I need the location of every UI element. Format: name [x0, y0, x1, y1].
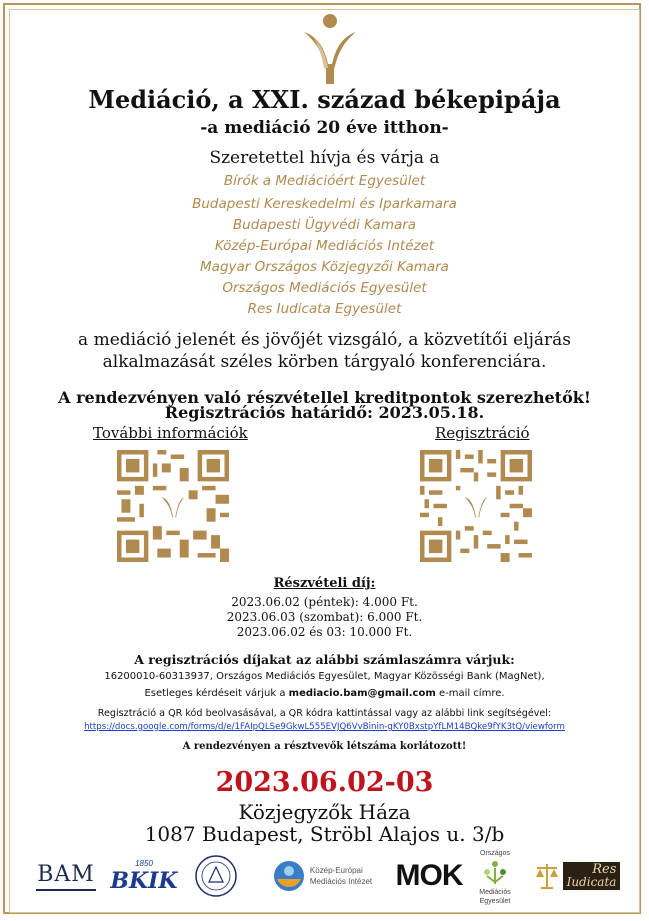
fee-row: 2023.06.02 és 03: 10.000 Ft.: [236, 625, 413, 639]
more-info-link[interactable]: További információk: [93, 424, 248, 442]
bam-logo: BAM: [34, 853, 98, 899]
res-iudicata-logo: Res Iudicata: [532, 853, 622, 899]
qr-instruction-line: Regisztráció a QR kód beolvasásával, a QR kódra kattintással vagy az alábbi link segítségével:: [97, 708, 552, 719]
page-subtitle: -a mediáció 20 éve itthon-: [200, 118, 449, 138]
fee-row: 2023.06.02 (péntek): 4.000 Ft.: [231, 595, 418, 609]
contact-line: Esetleges kérdéseit várjuk a mediacio.bam@gmail.com e-mail címre.: [144, 688, 505, 699]
event-date: 2023.06.02-03: [215, 767, 434, 798]
registration-form-link[interactable]: https://docs.google.com/forms/d/e/1FAIpQLSe9GkwL555EVJQ6VvBinin-gKY0BxstpYfLM14BQke9fYK3tQ/viewform: [84, 722, 565, 732]
organizer-item: Res Iudicata Egyesület: [247, 301, 402, 317]
description-line: alkalmazását széles körben tárgyaló konferenciára.: [102, 352, 547, 372]
credit-notice: A rendezvényen való részvétellel kreditpontok szerezhetők!: [58, 388, 591, 407]
organizer-item: Budapesti Ügyvédi Kamara: [232, 217, 417, 233]
organizer-item: Bírók a Mediációért Egyesület: [223, 173, 426, 189]
organizer-item: Országos Mediációs Egyesület: [222, 280, 427, 296]
contact-email[interactable]: mediacio.bam@gmail.com: [288, 688, 436, 699]
payment-heading: A regisztrációs díjakat az alábbi számlaszámra várjuk:: [134, 652, 515, 667]
registration-deadline: Regisztrációs határidő: 2023.05.18.: [164, 403, 485, 422]
registration-qr-code[interactable]: [420, 450, 532, 562]
attendance-limit-notice: A rendezvényen a résztvevők létszáma korlátozott!: [182, 741, 467, 752]
organizer-item: Magyar Országos Közjegyzői Kamara: [200, 259, 449, 275]
fee-row: 2023.06.03 (szombat): 6.000 Ft.: [226, 610, 423, 624]
mok-logo: MOK: [395, 859, 463, 892]
bkik-logo: 1850 BKIK: [110, 858, 178, 894]
venue-name: Közjegyzők Háza: [238, 800, 411, 824]
bank-account-line: 16200010-60313937, Országos Mediációs Egyesület, Magyar Közösségi Bank (MagNet),: [104, 671, 545, 682]
organizer-item: Közép-Európai Mediációs Intézet: [214, 238, 435, 254]
mediation-figure-logo: [300, 12, 360, 86]
page-title: Mediáció, a XXI. század békepipája: [88, 85, 561, 114]
ome-logo: Országos Mediációs Egyesület: [479, 849, 511, 905]
invite-line: Szeretettel hívja és várja a: [209, 148, 440, 168]
organizer-item: Budapesti Kereskedelmi és Iparkamara: [192, 196, 457, 212]
fee-heading: Részvételi díj:: [273, 576, 376, 591]
scales-icon: [534, 861, 560, 891]
kemi-logo: Közép-Európai Mediációs Intézet: [262, 853, 382, 899]
registration-link[interactable]: Regisztráció: [435, 424, 530, 442]
bar-association-seal-logo: [192, 853, 240, 899]
venue-address: 1087 Budapest, Ströbl Alajos u. 3/b: [144, 822, 505, 846]
description-line: a mediáció jelenét és jövőjét vizsgáló, a közvetítői eljárás: [78, 330, 571, 350]
more-info-qr-code[interactable]: [117, 450, 229, 562]
